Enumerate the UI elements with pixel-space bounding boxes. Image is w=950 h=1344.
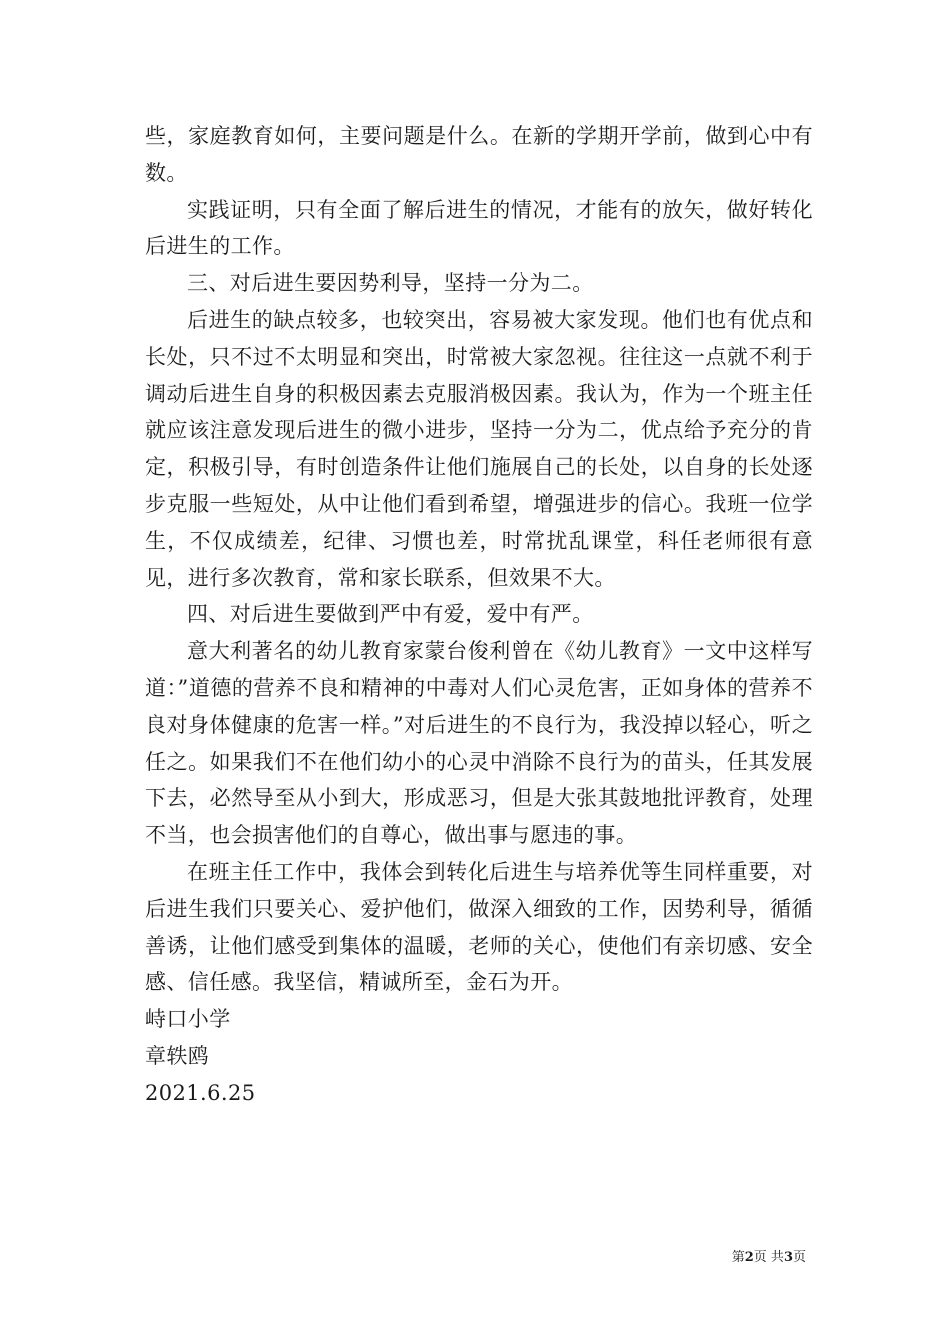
section-heading-four: 四、对后进生要做到严中有爱，爱中有严。 — [187, 602, 594, 627]
footer-prefix: 第 — [731, 1250, 745, 1265]
section-heading-three: 三、对后进生要因势利导，坚持一分为二。 — [187, 271, 594, 296]
footer-current-page: 2 — [744, 1250, 754, 1265]
footer-middle: 页 共 — [753, 1250, 784, 1265]
footer-total-pages: 3 — [783, 1250, 793, 1265]
paragraph-montessori-quote: 意大利著名的幼儿教育家蒙台俊利曾在《幼儿教育》一文中这样写道：”道德的营养不良和精神的中毒对人们心灵危害，正如身体的营养不良对身体健康的危害一样。”对后进生的不良行为，我没掉以轻心，听之任之。如果我们不在他们幼小的心灵中消除不良行为的苗头，任其发展下去，必然导至从小到大，形成恶习，但是大张其鼓地批评教育，处理不当，也会损害他们的自尊心，做出事与愿违的事。 — [145, 639, 813, 848]
signature-school: 峙口小学 — [145, 1007, 231, 1032]
paragraph-strengths: 后进生的缺点较多，也较突出，容易被大家发现。他们也有优点和长处，只不过不太明显和突出，时常被大家忽视。往往这一点就不利于调动后进生自身的积极因素去克服消极因素。我认为，作为一个班主任就应该注意发现后进生的微小进步，坚持一分为二，优点给予充分的肯定，积极引导，有时创造条件让他们施展自己的长处，以自身的长处逐步克服一些短处，从中让他们看到希望，增强进步的信心。我班一位学生，不仅成绩差，纪律、习惯也差，时常扰乱课堂，科任老师很有意见，进行多次教育，常和家长联系，但效果不大。 — [145, 307, 813, 590]
paragraph-continuation: 些，家庭教育如何，主要问题是什么。在新的学期开学前，做到心中有数。 — [145, 124, 813, 185]
document-body — [145, 118, 813, 1112]
footer-suffix: 页 — [792, 1250, 806, 1265]
paragraph-conclusion: 在班主任工作中，我体会到转化后进生与培养优等生同样重要，对后进生我们只要关心、爱护他们，做深入细致的工作，因势利导，循循善诱，让他们感受到集体的温暖，老师的关心，使他们有亲切感、安全感、信任感。我坚信，精诚所至，金石为开。 — [145, 859, 813, 995]
page-number-footer — [732, 1246, 806, 1265]
paragraph-practice-proof: 实践证明，只有全面了解后进生的情况，才能有的放矢，做好转化后进生的工作。 — [145, 197, 813, 259]
signature-date: 2021.6.25 — [145, 1080, 256, 1105]
signature-author: 章轶鸥 — [145, 1043, 210, 1068]
